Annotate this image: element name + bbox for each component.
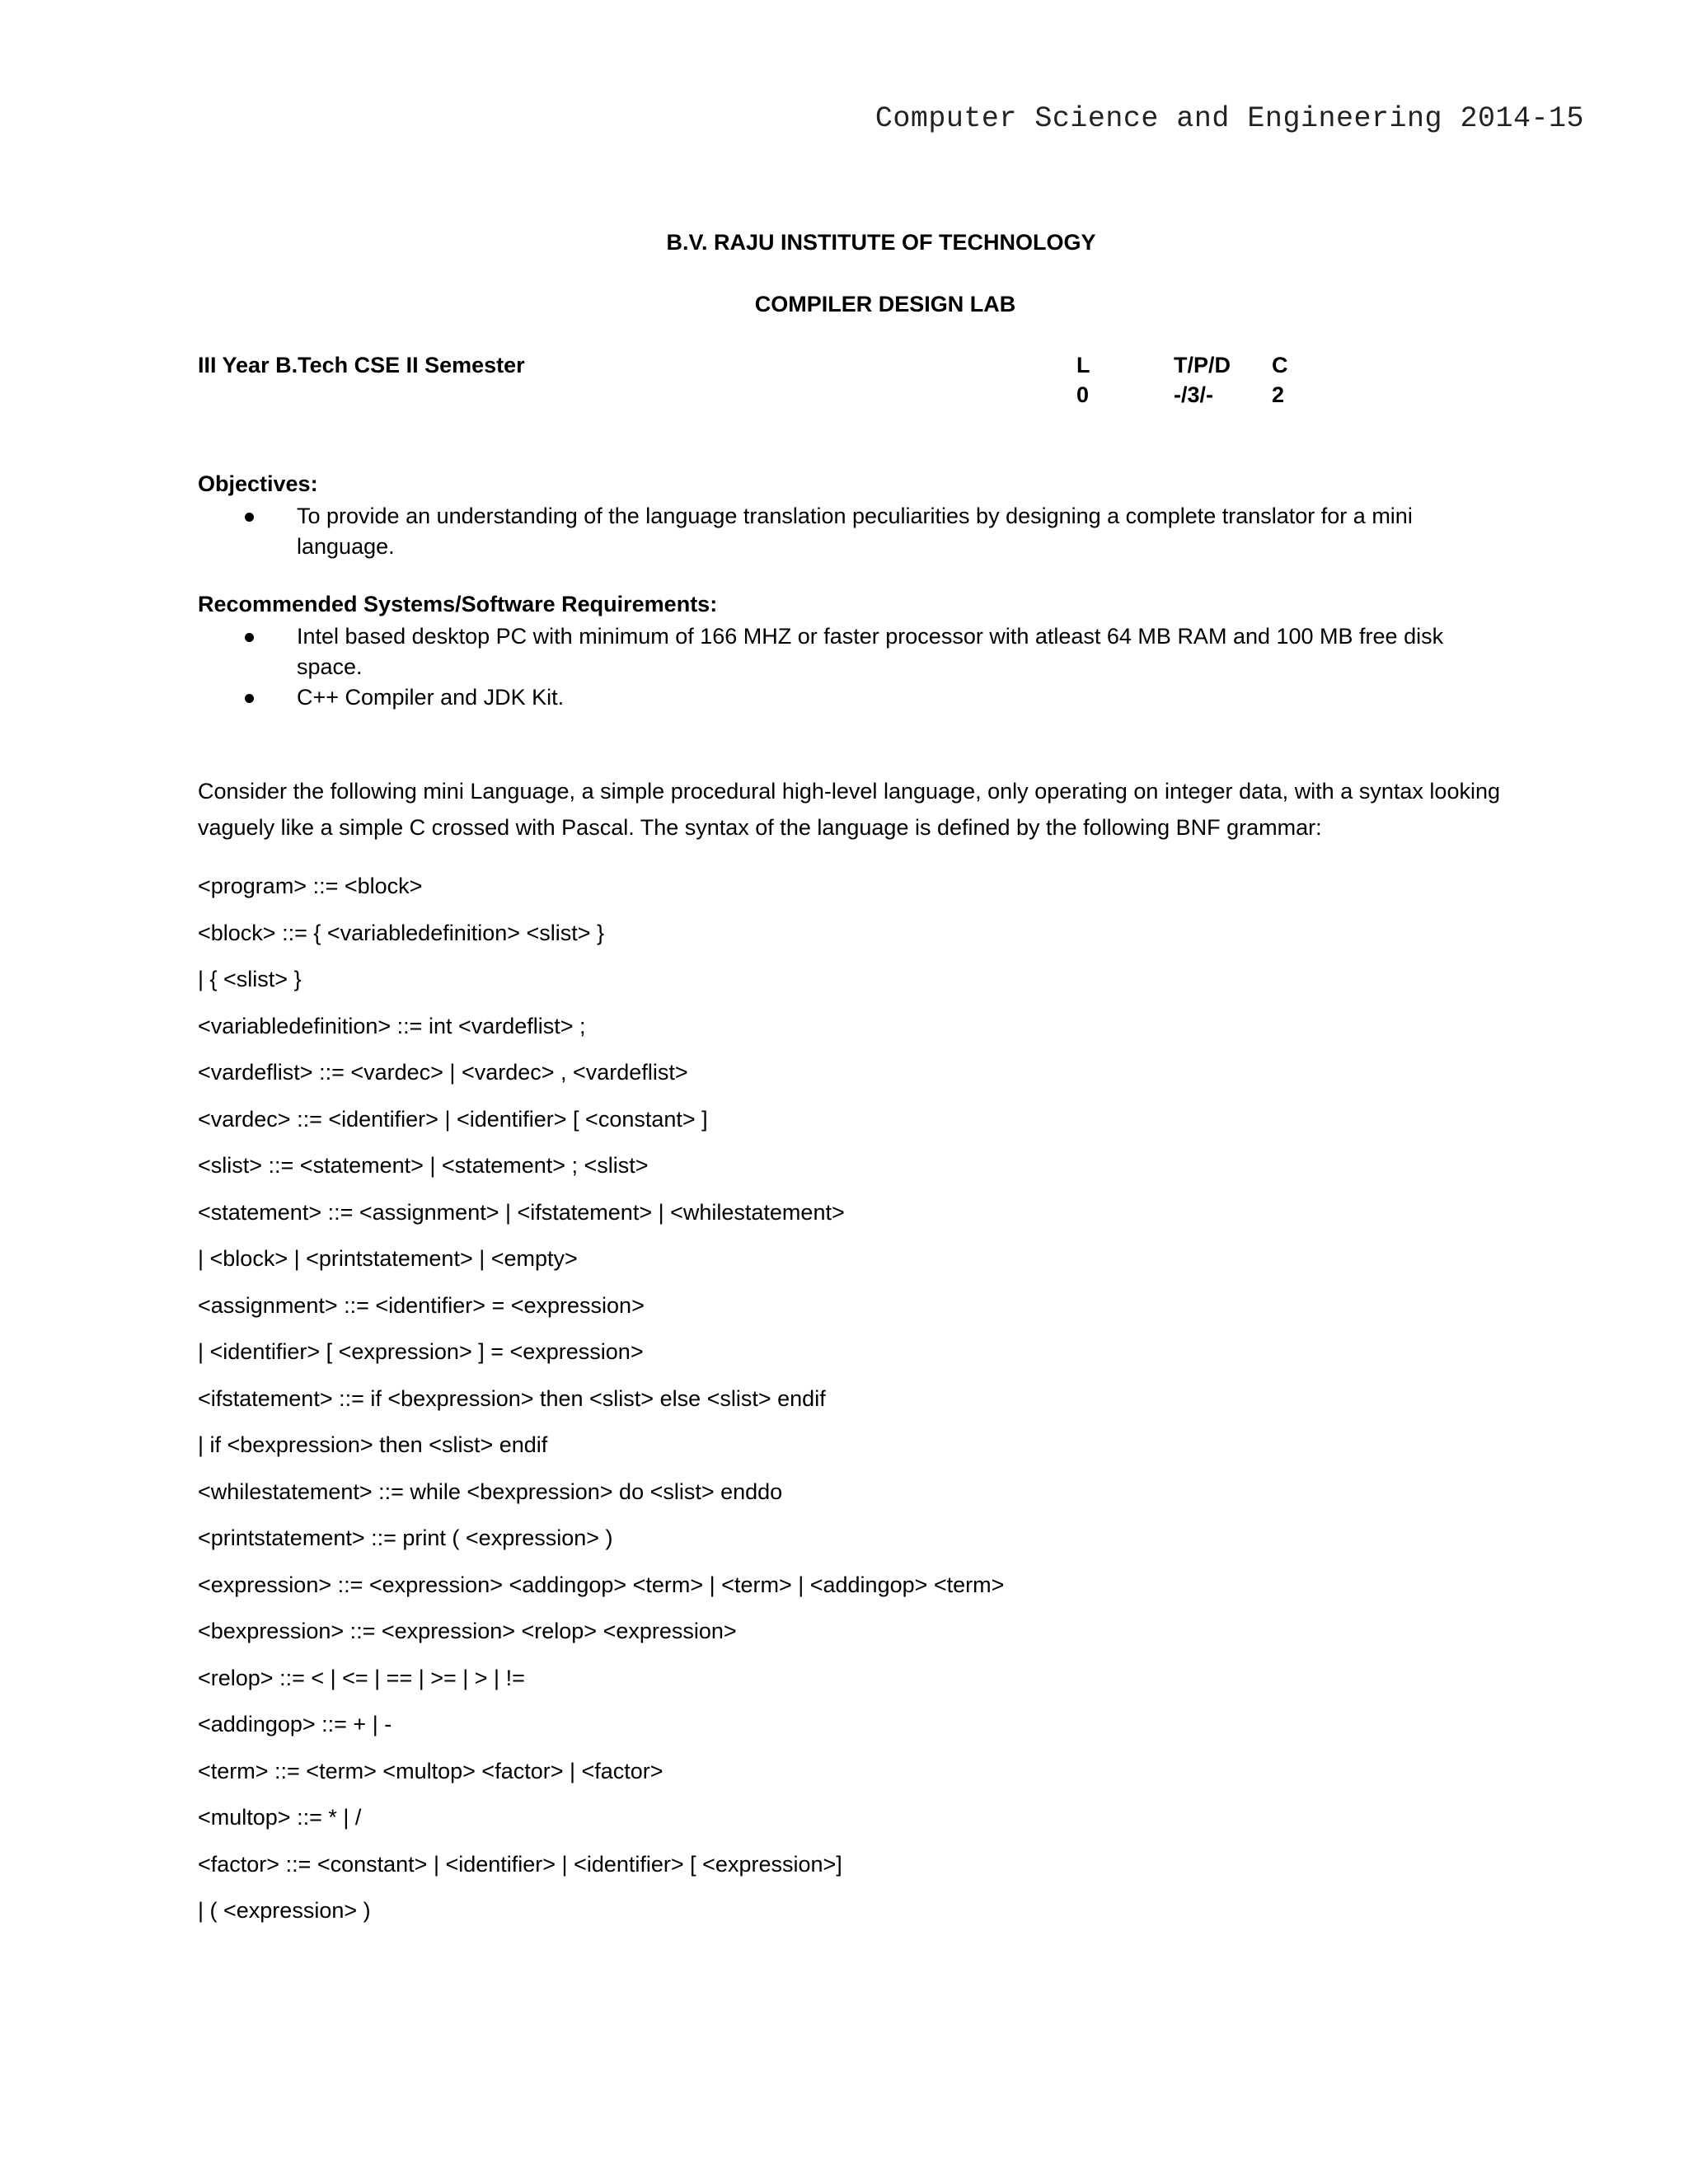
credit-col-tpd [1174, 350, 1231, 410]
running-header: Computer Science and Engineering 2014-15 [874, 102, 1584, 135]
grammar-rule: <assignment> ::= <identifier> = <expression> [198, 1292, 645, 1318]
grammar-rule: <multop> ::= * | / [198, 1805, 362, 1830]
grammar-rule: <vardec> ::= <identifier> | <identifier> [ <constant> ] [198, 1106, 708, 1132]
grammar-rule: <bexpression> ::= <expression> <relop> <expression> [198, 1619, 737, 1643]
credit-col-l [1076, 350, 1090, 410]
grammar-rule: <ifstatement> ::= if <bexpression> then <slist> else <slist> endif [198, 1385, 826, 1411]
bullet-icon [245, 694, 254, 703]
requirements-heading: Recommended Systems/Software Requirements: [198, 592, 718, 616]
grammar-rule: <term> ::= <term> <multop> <factor> | <factor> [198, 1758, 663, 1783]
grammar-rule: <vardeflist> ::= <vardec> | <vardec> , <vardeflist> [198, 1060, 688, 1085]
grammar-rule: | ( <expression> ) [198, 1898, 371, 1923]
grammar-rule: <addingop> ::= + | - [198, 1712, 392, 1736]
grammar-rule: <relop> ::= < | <= | == | >= | > | != [198, 1665, 525, 1690]
grammar-rule: <variabledefinition> ::= int <vardeflist> ; [198, 1013, 586, 1038]
grammar-rule: | if <bexpression> then <slist> endif [198, 1432, 548, 1457]
grammar-rule: | { <slist> } [198, 967, 302, 991]
credit-value: 2 [1272, 382, 1285, 407]
grammar-rule: <slist> ::= <statement> | <statement> ; <slist> [198, 1153, 649, 1178]
intro-paragraph: Consider the following mini Language, a simple procedural high-level language, only operating on integer data, with a syntax looking vaguely like a simple C crossed with Pascal. The syntax of the language is defined by the following BNF grammar: [198, 779, 1500, 840]
grammar-rule: | <identifier> [ <expression> ] = <expression> [198, 1339, 644, 1364]
grammar-rule: <block> ::= { <variabledefinition> <slist> } [198, 920, 605, 945]
grammar-rule: <factor> ::= <constant> | <identifier> | <identifier> [ <expression>] [198, 1851, 842, 1877]
list-item [198, 621, 1500, 682]
institute-title: B.V. RAJU INSTITUTE OF TECHNOLOGY [666, 230, 1096, 255]
grammar-rule: <whilestatement> ::= while <bexpression> do <slist> enddo [198, 1479, 783, 1504]
grammar-rule: <printstatement> ::= print ( <expression> ) [198, 1526, 613, 1550]
objectives-heading: Objectives: [198, 471, 318, 496]
grammar-rule: <program> ::= <block> [198, 874, 423, 898]
credit-head: T/P/D [1174, 353, 1231, 377]
list-item [198, 501, 1500, 562]
grammar-rule: <expression> ::= <expression> <addingop> <term> | <term> | <addingop> <term> [198, 1572, 1005, 1597]
bullet-icon [245, 513, 254, 522]
list-item-text: Intel based desktop PC with minimum of 166 MHZ or faster processor with atleast 64 MB RAM and 100 MB free disk space. [297, 624, 1444, 679]
list-item-text: C++ Compiler and JDK Kit. [297, 685, 565, 710]
bullet-icon [245, 633, 254, 642]
list-item [198, 682, 1500, 713]
list-item-text: To provide an understanding of the language translation peculiarities by designing a complete translator for a mini language. [297, 504, 1413, 559]
grammar-rule: <statement> ::= <assignment> | <ifstatement> | <whilestatement> [198, 1199, 845, 1225]
bnf-grammar [198, 871, 1004, 1943]
credit-value: -/3/- [1174, 382, 1214, 407]
grammar-rule: | <block> | <printstatement> | <empty> [198, 1246, 578, 1271]
credit-value: 0 [1076, 382, 1090, 407]
course-year: III Year B.Tech CSE II Semester [198, 353, 525, 377]
credit-col-c [1272, 350, 1288, 410]
requirements-list [198, 621, 1500, 713]
lab-title: COMPILER DESIGN LAB [754, 292, 1016, 316]
credit-head: L [1076, 353, 1090, 377]
credit-head: C [1272, 353, 1288, 377]
objectives-list [198, 501, 1500, 562]
